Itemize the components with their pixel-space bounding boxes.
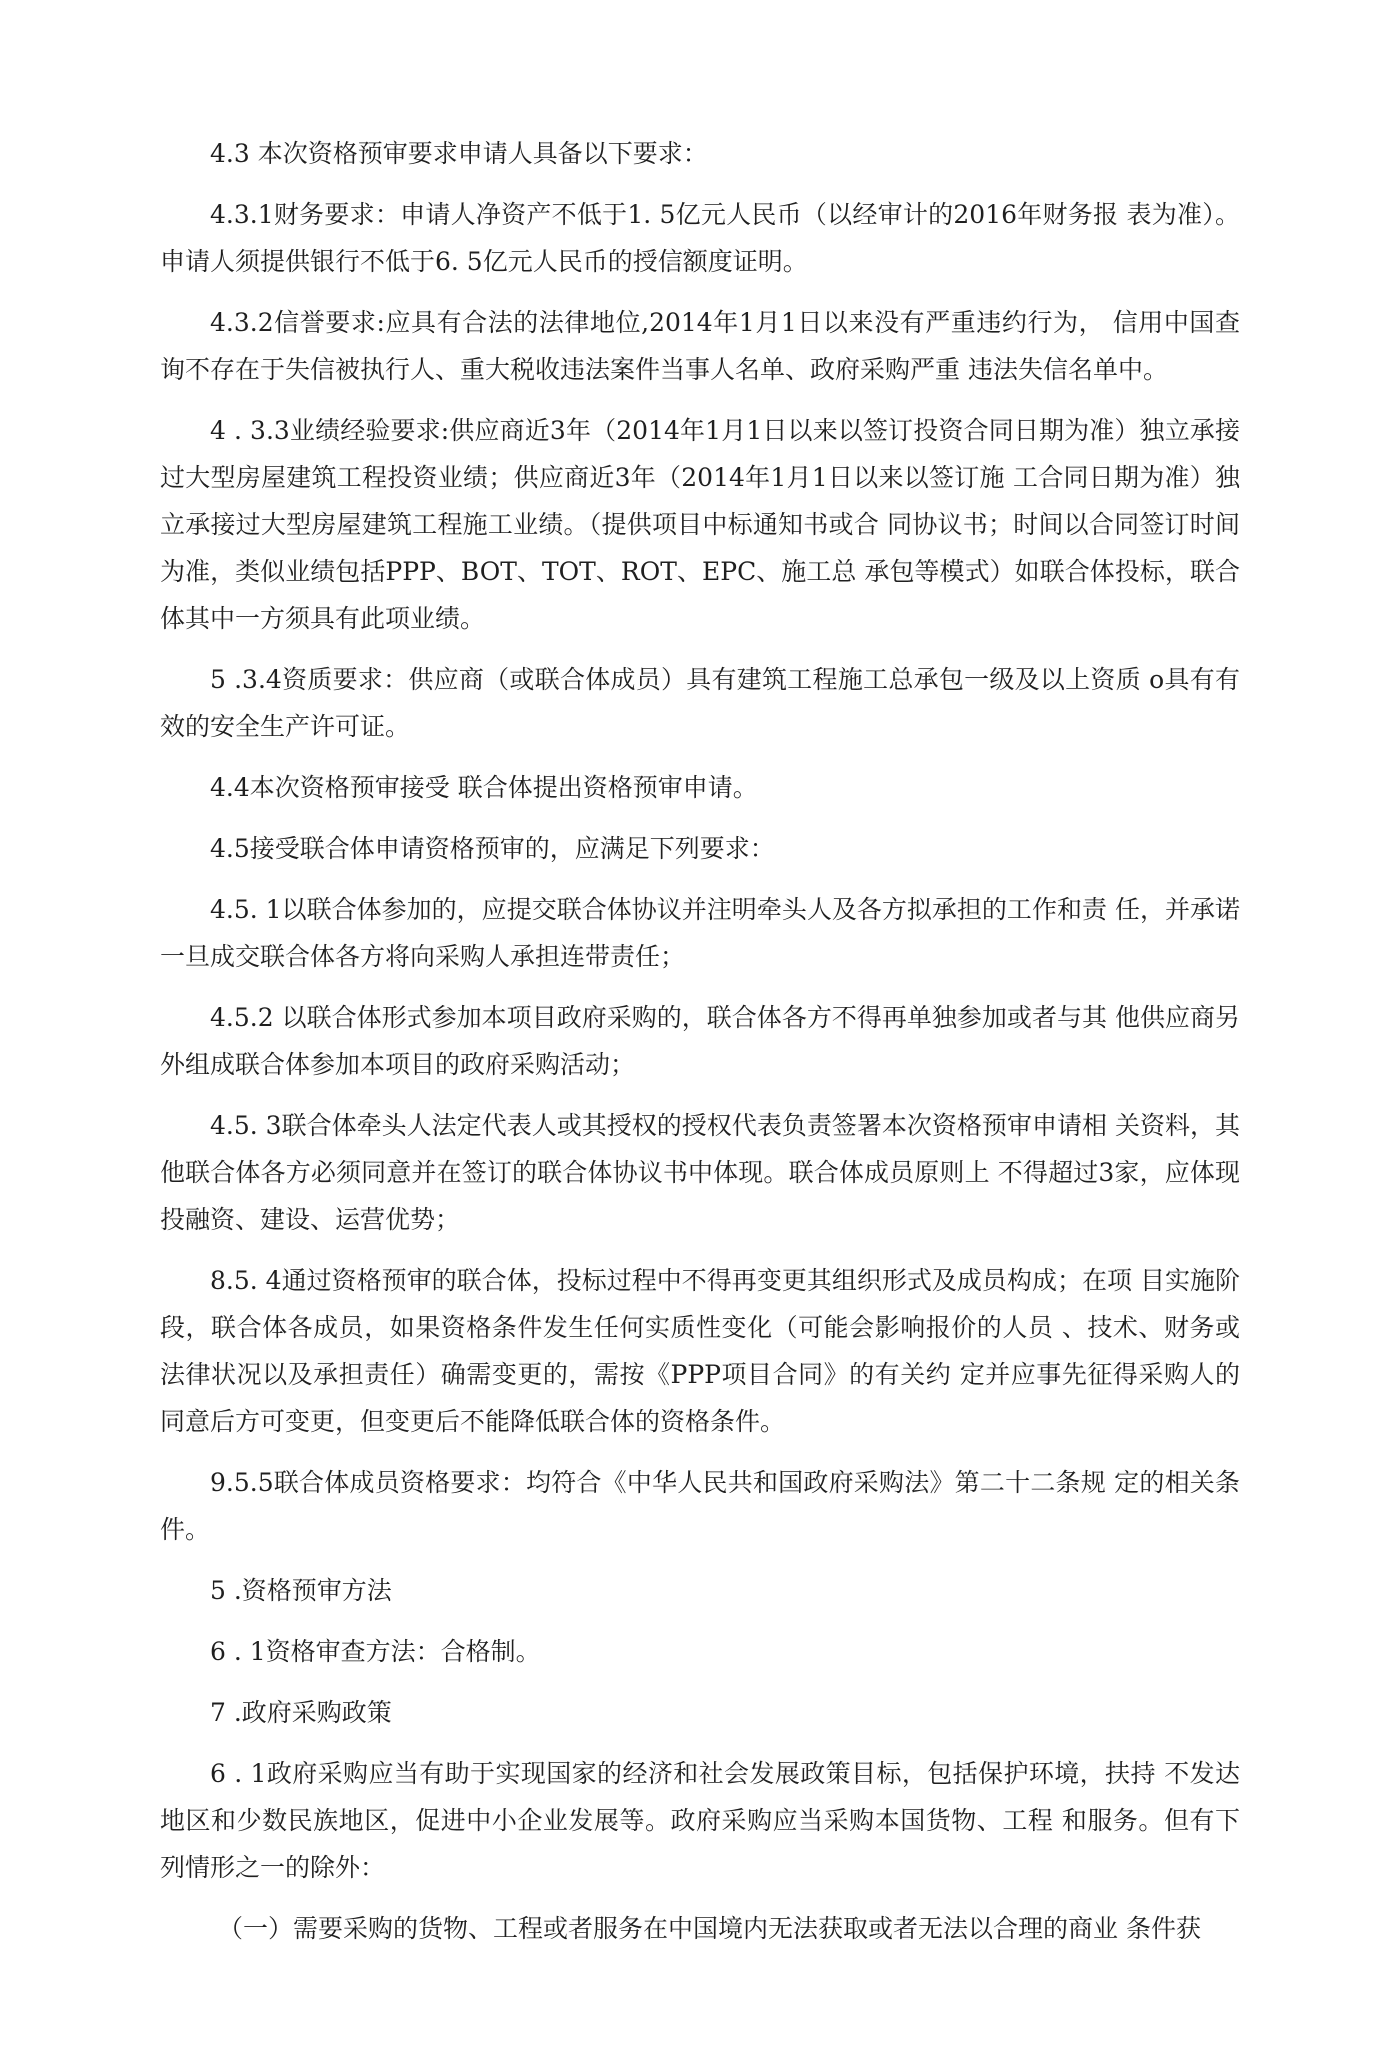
paragraph-review-method: 6 . 1资格审查方法：合格制。	[210, 1637, 541, 1666]
paragraph-4-3-3: 4 . 3.3业绩经验要求:供应商近3年（2014年1月1日以来以签订投资合同日期为准）独立承接过大型房屋建筑工程投资业绩；供应商近3年（2014年1月1日以来以签订施 工合同日期为准）独立承接过大型房屋建筑工程施工业绩。（提供项目中标通知书或合 同协议书；时间以合同签订时间为准，类似业绩包括PPP、BOT、TOT、ROT、EPC、施工总 承包等模式）如联合体投标，联合体其中一方须具有此项业绩。	[160, 416, 1240, 633]
paragraph-exception-1: （一）需要采购的货物、工程或者服务在中国境内无法获取或者无法以合理的商业 条件获	[218, 1914, 1201, 1943]
paragraph-procurement-policy: 6 . 1政府采购应当有助于实现国家的经济和社会发展政策目标，包括保护环境，扶持 不发达地区和少数民族地区，促进中小企业发展等。政府采购应当采购本国货物、工程 和服务。但有下列情形之一的除外：	[160, 1759, 1240, 1882]
heading-procurement-policy: 7 .政府采购政策	[210, 1698, 392, 1727]
paragraph-4-5-2: 4.5.2 以联合体形式参加本项目政府采购的，联合体各方不得再单独参加或者与其 他供应商另外组成联合体参加本项目的政府采购活动；	[160, 1003, 1240, 1079]
paragraph-5-5: 9.5.5联合体成员资格要求：均符合《中华人民共和国政府采购法》第二十二条规 定的相关条件。	[160, 1468, 1240, 1544]
paragraph-5-4: 8.5. 4通过资格预审的联合体，投标过程中不得再变更其组织形式及成员构成；在项 目实施阶段，联合体各成员，如果资格条件发生任何实质性变化（可能会影响报价的人员 、技术、财务或法律状况以及承担责任）确需变更的，需按《PPP项目合同》的有关约 定并应事先征得采购人的同意后方可变更，但变更后不能降低联合体的资格条件。	[160, 1266, 1240, 1436]
paragraph-4-3: 4.3 本次资格预审要求申请人具备以下要求：	[210, 139, 708, 168]
paragraph-4-5: 4.5接受联合体申请资格预审的，应满足下列要求：	[210, 834, 775, 863]
paragraph-4-3-1: 4.3.1财务要求：申请人净资产不低于1. 5亿元人民币（以经审计的2016年财务报 表为准）。申请人须提供银行不低于6. 5亿元人民币的授信额度证明。	[160, 200, 1240, 276]
paragraph-4-4: 4.4本次资格预审接受 联合体提出资格预审申请。	[210, 773, 758, 802]
paragraph-4-3-2: 4.3.2信誉要求:应具有合法的法律地位,2014年1月1日以来没有严重违约行为， 信用中国查询不存在于失信被执行人、重大税收违法案件当事人名单、政府采购严重 违法失信名单中。	[160, 308, 1240, 384]
document-body	[160, 130, 1240, 1966]
paragraph-4-5-1: 4.5. 1以联合体参加的，应提交联合体协议并注明牵头人及各方拟承担的工作和责 任，并承诺一旦成交联合体各方将向采购人承担连带责任；	[160, 895, 1240, 971]
paragraph-4-5-3: 4.5. 3联合体牵头人法定代表人或其授权的授权代表负责签署本次资格预审申请相 关资料，其他联合体各方必须同意并在签订的联合体协议书中体现。联合体成员原则上 不得超过3家，应体现投融资、建设、运营优势；	[160, 1111, 1240, 1234]
heading-prequalification-method: 5 .资格预审方法	[210, 1576, 392, 1605]
paragraph-3-4: 5 .3.4资质要求：供应商（或联合体成员）具有建筑工程施工总承包一级及以上资质 o具有有效的安全生产许可证。	[160, 665, 1240, 741]
